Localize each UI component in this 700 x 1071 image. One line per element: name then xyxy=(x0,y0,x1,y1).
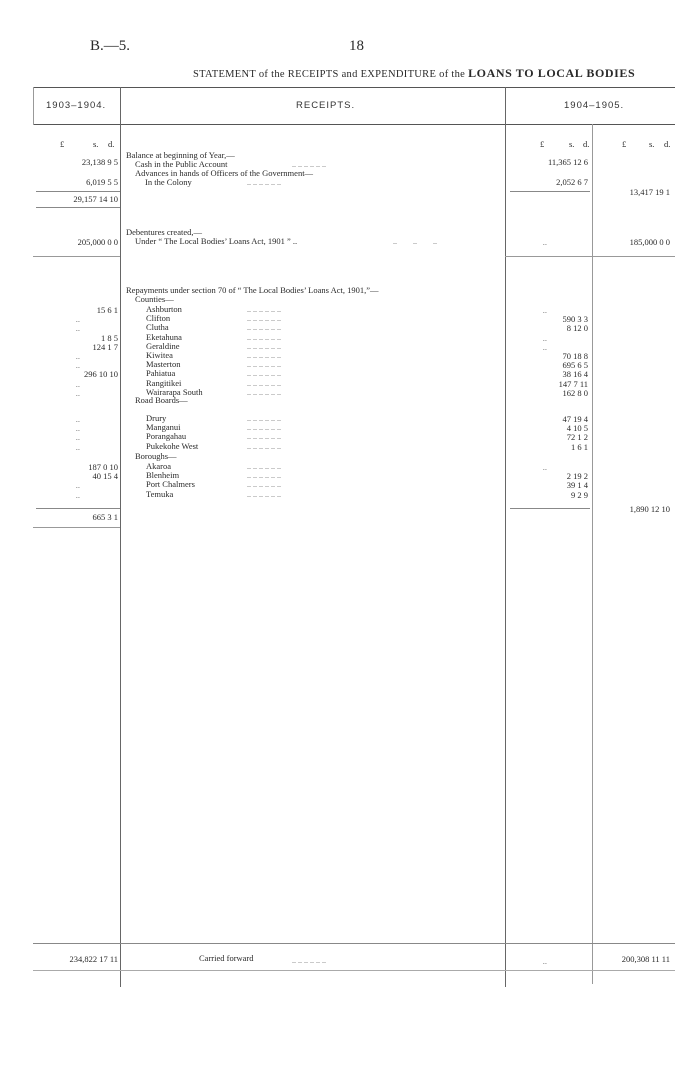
repayment-amount-1904: .. xyxy=(542,305,547,315)
repayment-entity-name: Manganui xyxy=(146,422,181,433)
repayment-dot-leaders: .. .. .. .. .. .. xyxy=(247,471,281,481)
repayment-amount-1903: .. xyxy=(75,351,80,361)
unit-d-1903: d. xyxy=(108,139,115,149)
repayment-entity-name: Rangitikei xyxy=(146,377,182,388)
repayment-dot-leaders: .. .. .. .. .. .. xyxy=(247,414,281,423)
colony-1904-amount: 2,052 6 7 xyxy=(556,177,588,187)
repayments-total-1904: 1,890 12 10 xyxy=(629,504,670,514)
footer-dot-leaders: .. .. .. .. .. .. xyxy=(292,956,326,965)
repayment-dot-leaders: .. .. .. .. .. .. xyxy=(247,432,281,442)
table-top-rule xyxy=(33,87,675,88)
unit-d-1904a: d. xyxy=(583,139,590,149)
repayment-amount-1904: 1 6 1 xyxy=(571,441,588,452)
table-left-edge xyxy=(33,87,34,125)
carried-forward-label: Carried forward xyxy=(199,953,254,963)
repayment-entity-name: Drury xyxy=(146,413,167,423)
repayment-amount-1903: 40 15 4 xyxy=(92,471,118,482)
repayment-amount-1904: 162 8 0 xyxy=(562,387,588,398)
repayment-amount-1903: .. xyxy=(75,378,80,389)
repayment-amount-1904: 39 1 4 xyxy=(566,480,588,491)
repayment-entity-name: Port Chalmers xyxy=(146,479,195,490)
repayment-amount-1904: 590 3 3 xyxy=(562,314,588,325)
repayment-entity-name: Porangahau xyxy=(146,431,187,442)
repayment-dot-leaders: .. .. .. .. .. .. xyxy=(247,305,281,314)
page-reference: B.—5. xyxy=(90,38,131,54)
statement-expenditure: EXPENDITURE xyxy=(360,69,437,80)
column-divider-right xyxy=(592,124,593,984)
column-header-1903: 1903–1904. xyxy=(46,100,107,111)
repayment-amount-1904: .. xyxy=(542,462,547,472)
footer-1904-mid: .. xyxy=(542,956,547,966)
statement-receipts: RECEIPTS xyxy=(287,69,339,80)
balance-total-rule xyxy=(36,207,120,208)
cash-dot-leaders: .. .. .. .. .. .. xyxy=(292,160,326,169)
repayment-amount-1903: .. xyxy=(75,432,80,443)
debentures-heading: Debentures created,— xyxy=(126,227,202,237)
balance-total-1903: 29,157 14 10 xyxy=(73,194,118,204)
repayment-entity-name: Pahiatua xyxy=(146,368,176,379)
balance-1904-rule xyxy=(510,191,590,192)
unit-s-1904b: s. xyxy=(649,139,655,149)
debentures-1904-amount: 185,000 0 0 xyxy=(629,237,670,247)
repayment-amount-1903: .. xyxy=(75,441,80,452)
page-number: 18 xyxy=(349,38,364,54)
footer-1904-amount: 200,308 11 11 xyxy=(621,954,670,964)
repayment-amount-1904: 9 2 9 xyxy=(571,489,588,500)
statement-loans: LOANS TO LOCAL BODIES xyxy=(468,66,636,80)
repayment-entity-name: Kiwitea xyxy=(146,350,173,360)
repayment-dot-leaders: .. .. .. .. .. .. xyxy=(247,314,281,324)
debentures-1904-mid: .. xyxy=(542,237,547,247)
unit-s-1904a: s. xyxy=(569,139,575,149)
unit-pound-1904a: £ xyxy=(540,139,545,149)
repayment-entity-name: Blenheim xyxy=(146,470,180,481)
footer-top-rule xyxy=(33,943,675,944)
balance-total-1904: 13,417 19 1 xyxy=(629,187,670,197)
statement-word: STATEMENT xyxy=(193,69,256,80)
repayment-dot-leaders: .. .. .. .. .. .. xyxy=(247,423,281,433)
repayment-amount-1904: 47 19 4 xyxy=(562,414,588,424)
repayment-dot-leaders: .. .. .. .. .. .. xyxy=(247,387,281,397)
statement-title xyxy=(193,66,635,81)
repayment-entity-name: Geraldine xyxy=(146,340,180,351)
repayment-amount-1903: 15 6 1 xyxy=(96,305,118,315)
debentures-rule-right xyxy=(505,256,675,257)
footer-bottom-rule xyxy=(33,970,675,971)
repayment-amount-1903: 124 1 7 xyxy=(92,341,118,352)
repayment-dot-leaders: .. .. .. .. .. .. xyxy=(247,323,281,333)
repayment-amount-1904: 8 12 0 xyxy=(566,323,588,334)
repayment-dot-leaders: .. .. .. .. .. .. xyxy=(247,332,281,342)
colony-dot-leaders: .. .. .. .. .. .. xyxy=(247,178,281,187)
statement-of2: of the xyxy=(439,69,466,80)
repayment-dot-leaders: .. .. .. .. .. .. xyxy=(247,360,281,370)
repayment-dot-leaders: .. .. .. .. .. .. xyxy=(247,369,281,379)
repayment-amount-1904: 147 7 11 xyxy=(558,378,588,389)
unit-pound-1903: £ xyxy=(60,139,65,149)
debentures-label: Under “ The Local Bodies’ Loans Act, 1901 ” .. xyxy=(135,236,298,246)
repayment-amount-1903: .. xyxy=(75,360,80,371)
repayment-entity-name: Ashburton xyxy=(146,304,182,314)
column-header-receipts: RECEIPTS. xyxy=(296,100,356,111)
repayment-dot-leaders: .. .. .. .. .. .. xyxy=(247,441,281,451)
column-header-1904: 1904–1905. xyxy=(564,100,625,111)
balance-heading: Balance at beginning of Year,— xyxy=(126,150,235,160)
unit-pound-1904b: £ xyxy=(622,139,627,149)
repayment-amount-1904: 4 10 5 xyxy=(566,423,588,434)
repayment-entity-name: Temuka xyxy=(146,488,174,499)
repayment-dot-leaders: .. .. .. .. .. .. xyxy=(247,341,281,351)
repayments-bottom-rule xyxy=(33,527,120,528)
repayments-total-1903: 665 3 1 xyxy=(92,512,118,522)
repayment-amount-1903: .. xyxy=(75,387,80,398)
debentures-1903-amount: 205,000 0 0 xyxy=(77,237,118,247)
repayment-entity-name: Clutha xyxy=(146,322,169,333)
repayment-entity-name: Masterton xyxy=(146,359,181,370)
repayment-amount-1903: 296 10 10 xyxy=(84,369,118,380)
column-divider-mid xyxy=(505,87,506,987)
cash-1904-amount: 11,365 12 6 xyxy=(547,157,588,167)
boroughs-label: Boroughs— xyxy=(135,451,177,461)
cash-label: Cash in the Public Account xyxy=(135,159,228,169)
repayment-amount-1903: .. xyxy=(75,423,80,434)
colony-label: In the Colony xyxy=(145,177,192,187)
statement-of: of the xyxy=(258,69,285,80)
repayment-amount-1904: 70 18 8 xyxy=(562,351,588,361)
cash-1903-amount: 23,138 9 5 xyxy=(81,157,118,167)
repayment-amount-1903: 187 0 10 xyxy=(88,462,118,472)
repayments-1903-rule xyxy=(36,508,120,509)
unit-s-1903: s. xyxy=(93,139,99,149)
balance-1903-rule xyxy=(36,191,120,192)
repayment-dot-leaders: .. .. .. .. .. .. xyxy=(247,480,281,490)
repayment-dot-leaders: .. .. .. .. .. .. xyxy=(247,378,281,388)
repayment-amount-1903: .. xyxy=(75,414,80,424)
repayment-amount-1903: 1 8 5 xyxy=(101,332,118,343)
repayment-entity-name: Pukekohe West xyxy=(146,440,199,451)
header-bottom-rule xyxy=(33,124,675,125)
road-boards-label: Road Boards— xyxy=(135,395,188,405)
repayment-entity-name: Clifton xyxy=(146,313,171,324)
repayment-amount-1904: 38 16 4 xyxy=(562,369,588,380)
colony-1903-amount: 6,019 5 5 xyxy=(86,177,118,187)
repayment-amount-1904: 2 19 2 xyxy=(566,471,588,482)
footer-1903-amount: 234,822 17 11 xyxy=(69,954,118,964)
repayments-1904-rule xyxy=(510,508,590,509)
repayment-amount-1904: 72 1 2 xyxy=(566,432,588,443)
unit-d-1904b: d. xyxy=(664,139,671,149)
repayment-entity-name: Eketahuna xyxy=(146,331,182,342)
repayment-amount-1903: .. xyxy=(75,323,80,334)
repayment-dot-leaders: .. .. .. .. .. .. xyxy=(247,489,281,499)
statement-and: and xyxy=(341,69,358,80)
column-divider-left xyxy=(120,87,121,987)
advances-label: Advances in hands of Officers of the Government— xyxy=(135,168,314,178)
repayment-amount-1903: .. xyxy=(75,489,80,500)
repayment-amount-1903: .. xyxy=(75,480,80,491)
debentures-rule-left xyxy=(33,256,120,257)
repayment-entity-name: Wairarapa South xyxy=(146,386,203,397)
repayment-dot-leaders: .. .. .. .. .. .. xyxy=(247,351,281,360)
debentures-dot-leaders: .. .. .. xyxy=(393,237,437,246)
repayment-amount-1904: 695 6 5 xyxy=(562,360,588,371)
repayment-amount-1904: .. xyxy=(542,332,547,343)
repayments-heading: Repayments under section 70 of “ The Local Bodies’ Loans Act, 1901,”— xyxy=(126,285,379,295)
repayment-amount-1903: .. xyxy=(75,314,80,325)
repayment-amount-1904: .. xyxy=(542,341,547,352)
repayment-dot-leaders: .. .. .. .. .. .. xyxy=(247,462,281,471)
counties-label: Counties— xyxy=(135,294,174,304)
repayment-entity-name: Akaroa xyxy=(146,461,172,471)
